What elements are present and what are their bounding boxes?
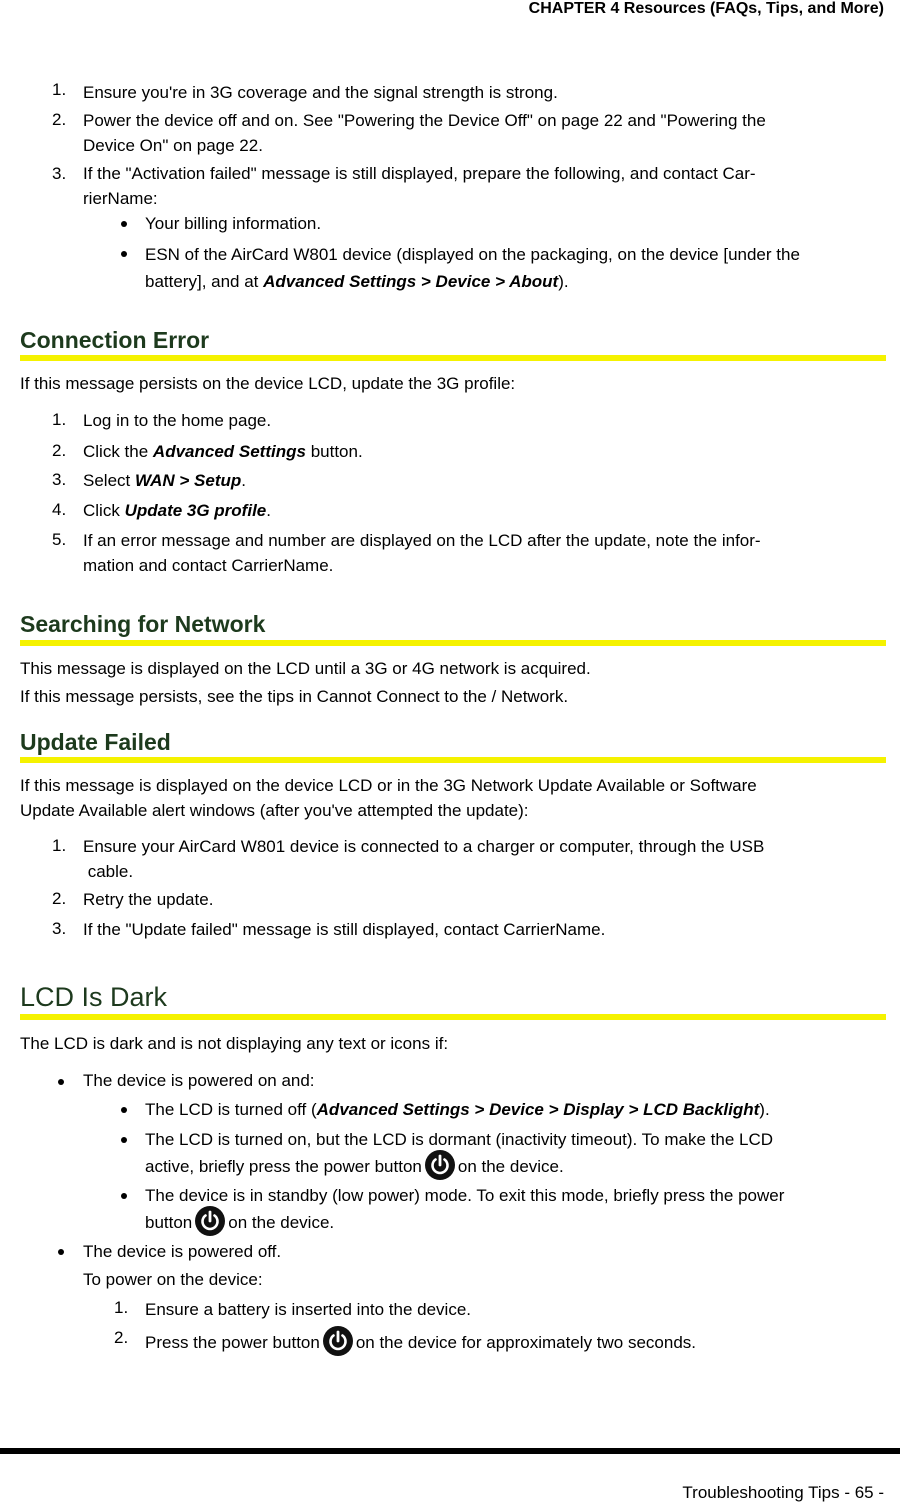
list-item: If the "Update failed" message is still displayed, contact CarrierName. bbox=[83, 920, 606, 939]
bullet-item bbox=[145, 241, 886, 295]
bullet-icon bbox=[121, 251, 127, 257]
chapter-header: CHAPTER 4 Resources (FAQs, Tips, and More) bbox=[528, 0, 884, 17]
bullet-line: button on the device. bbox=[145, 1209, 886, 1236]
power-button-icon bbox=[425, 1150, 455, 1180]
list-item: Log in to the home page. bbox=[83, 411, 272, 430]
bullet-line: battery], and at Advanced Settings > Device > About). bbox=[145, 272, 569, 291]
list-number: 1. bbox=[52, 410, 67, 429]
list-item bbox=[83, 108, 880, 158]
bullet-line: ESN of the AirCard W801 device (displayed on the packaging, on the device [under the bbox=[145, 245, 800, 264]
list-number: 5. bbox=[52, 530, 67, 549]
heading-rule bbox=[20, 355, 886, 361]
paragraph: To power on the device: bbox=[83, 1270, 263, 1289]
bullet-item: The device is powered on and: bbox=[83, 1071, 315, 1090]
page-footer: Troubleshooting Tips - 65 - bbox=[682, 1483, 884, 1502]
list-number: 1. bbox=[114, 1298, 129, 1317]
list-item: Ensure a battery is inserted into the device. bbox=[145, 1300, 472, 1319]
bullet-line: active, briefly press the power button on the device. bbox=[145, 1153, 886, 1180]
section-heading: Searching for Network bbox=[20, 611, 266, 637]
bullet-icon bbox=[58, 1079, 64, 1085]
heading-rule bbox=[20, 1014, 886, 1020]
list-number: 3. bbox=[52, 919, 67, 938]
list-item-line: Power the device off and on. See "Powering the Device Off" on page 22 and "Powering the bbox=[83, 111, 766, 130]
bullet-icon bbox=[121, 221, 127, 227]
list-item: Ensure you're in 3G coverage and the signal strength is strong. bbox=[83, 83, 558, 102]
heading-rule bbox=[20, 757, 886, 763]
list-number: 2. bbox=[52, 889, 67, 908]
list-number: 1. bbox=[52, 80, 67, 99]
list-item: Click Update 3G profile. bbox=[83, 501, 271, 520]
list-item-line: If the "Activation failed" message is still displayed, prepare the following, and contact Car- bbox=[83, 164, 756, 183]
list-number: 2. bbox=[52, 441, 67, 460]
bullet-item bbox=[145, 1126, 886, 1180]
list-item-line: Device On" on page 22. bbox=[83, 136, 263, 155]
section-heading: Connection Error bbox=[20, 327, 210, 353]
list-number: 2. bbox=[114, 1328, 129, 1347]
list-item bbox=[83, 161, 880, 211]
list-item bbox=[83, 528, 880, 578]
bullet-item: Your billing information. bbox=[145, 214, 322, 233]
footer-rule bbox=[0, 1448, 900, 1454]
list-number: 1. bbox=[52, 836, 67, 855]
section-intro bbox=[20, 773, 870, 823]
power-button-icon bbox=[323, 1326, 353, 1356]
bullet-icon bbox=[58, 1249, 64, 1255]
heading-rule bbox=[20, 640, 886, 646]
paragraph-line: Update Available alert windows (after you've attempted the update): bbox=[20, 801, 529, 820]
bullet-icon bbox=[121, 1193, 127, 1199]
paragraph: If this message persists, see the tips in Cannot Connect to the / Network. bbox=[20, 687, 569, 706]
list-item-line: mation and contact CarrierName. bbox=[83, 556, 334, 575]
list-number: 2. bbox=[52, 110, 67, 129]
list-item bbox=[83, 834, 880, 884]
bullet-item bbox=[145, 1182, 886, 1236]
bullet-item: The LCD is turned off (Advanced Settings > Device > Display > LCD Backlight). bbox=[145, 1100, 770, 1119]
list-item-line: rierName: bbox=[83, 189, 158, 208]
list-number: 3. bbox=[52, 470, 67, 489]
list-number: 4. bbox=[52, 500, 67, 519]
list-item: Click the Advanced Settings button. bbox=[83, 442, 363, 461]
section-heading: Update Failed bbox=[20, 729, 171, 755]
list-item: Press the power button on the device for approximately two seconds. bbox=[145, 1329, 886, 1356]
section-intro: The LCD is dark and is not displaying any text or icons if: bbox=[20, 1034, 449, 1053]
list-number: 3. bbox=[52, 164, 67, 183]
list-item: Retry the update. bbox=[83, 890, 214, 909]
power-button-icon bbox=[195, 1206, 225, 1236]
section-heading: LCD Is Dark bbox=[20, 982, 168, 1012]
list-item-line: If an error message and number are displayed on the LCD after the update, note the infor- bbox=[83, 531, 761, 550]
bullet-line: The device is in standby (low power) mode. To exit this mode, briefly press the power bbox=[145, 1186, 785, 1205]
bullet-icon bbox=[121, 1107, 127, 1113]
paragraph: This message is displayed on the LCD until a 3G or 4G network is acquired. bbox=[20, 659, 591, 678]
paragraph-line: If this message is displayed on the device LCD or in the 3G Network Update Available or Software bbox=[20, 776, 757, 795]
list-item-line: Ensure your AirCard W801 device is connected to a charger or computer, through the USB bbox=[83, 837, 765, 856]
section-intro: If this message persists on the device LCD, update the 3G profile: bbox=[20, 374, 516, 393]
bullet-line: The LCD is turned on, but the LCD is dormant (inactivity timeout). To make the LCD bbox=[145, 1130, 774, 1149]
list-item: Select WAN > Setup. bbox=[83, 471, 246, 490]
bullet-icon bbox=[121, 1137, 127, 1143]
list-item-line: cable. bbox=[83, 862, 134, 881]
bullet-item: The device is powered off. bbox=[83, 1242, 282, 1261]
